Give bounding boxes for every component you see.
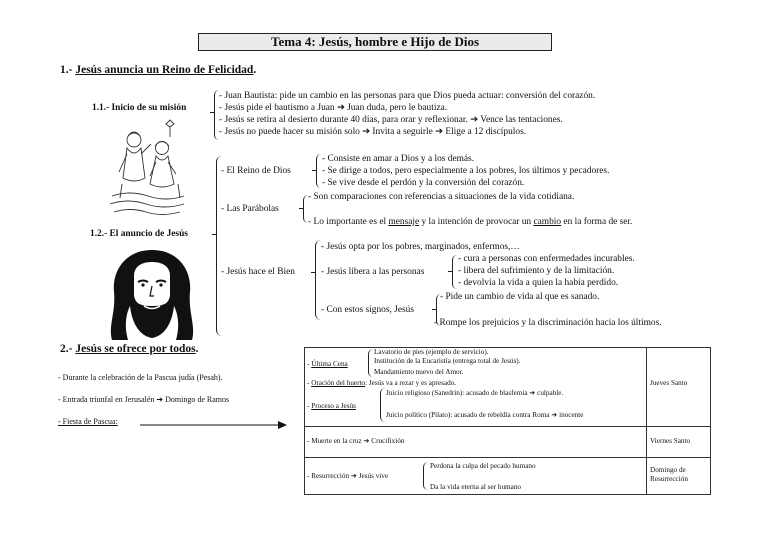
bien-opta: - Jesús opta por los pobres, marginados, enfermos,… (321, 242, 520, 252)
proceso-text: Proceso a Jesús (311, 402, 356, 410)
libera-line-2: - libera del sufrimiento y de la limitación. (458, 266, 615, 276)
signos-line-1: - Pide un cambio de vida al que es sanado. (440, 292, 600, 302)
signos-line-2: - Rompe los prejuicios y la discriminación hacia los últimos. (434, 318, 662, 328)
reino-line-2: - Se dirige a todos, pero especialmente a los pobres, los últimos y pecadores. (322, 166, 610, 176)
parabolas-mensaje: mensaje (388, 217, 420, 227)
reino-label: - El Reino de Dios (221, 166, 291, 176)
bien-brace-tip (311, 272, 315, 273)
resurreccion-item-2: Da la vida eterna al ser humano (430, 483, 522, 491)
libera-line-1: - cura a personas con enfermedades incurables. (458, 254, 635, 264)
libera-line-3: - devolvía la vida a quien la había perdido. (458, 278, 619, 288)
oracion-rest: : Jesús va a rezar y es apresado. (365, 379, 457, 387)
proceso-prefix: - (307, 402, 312, 410)
sub1-line-4: - Jesús no puede hacer su misión solo ➔ Invita a seguirle ➔ Elige a 12 discípulos. (219, 127, 527, 137)
section1-heading-suffix: . (253, 64, 257, 76)
proceso-brace (380, 388, 385, 422)
parabolas-brace-tip (299, 208, 303, 209)
ultima-item-3: Mandamiento nuevo del Amor. (374, 368, 464, 376)
parabolas-cambio: cambio (533, 217, 562, 227)
sub1-label: 1.1.- Inicio de su misión (92, 103, 187, 113)
reino-brace-tip (312, 170, 316, 171)
bien-label: - Jesús hace el Bien (221, 267, 295, 277)
oracion-prefix: - (307, 379, 312, 387)
right-arrow-icon (140, 420, 290, 430)
ultima-cena (307, 360, 348, 369)
signos-label: - Con estos signos, Jesús (321, 305, 414, 315)
section2-number: 2.- (60, 343, 73, 355)
reino-line-3: - Se vive desde el perdón y la conversión del corazón. (322, 178, 525, 188)
table-column-divider (646, 347, 647, 495)
sub2-label: 1.2.- El anuncio de Jesús (90, 229, 188, 239)
resurreccion-item-1: Perdona la culpa del pecado humano (430, 462, 536, 470)
table-row-divider-1 (304, 426, 711, 427)
sub1-line-1: - Juan Bautista: pide un cambio en las personas para que Dios pueda actuar: conversión del corazón. (219, 91, 596, 101)
ultima-text: Última Cena (311, 360, 348, 368)
sub1-line-3: - Jesús se retira al desierto durante 40 días, para orar y reflexionar. ➔ Vence las tentaciones. (219, 115, 563, 125)
jueves-santo: Jueves Santo (650, 379, 688, 387)
fiesta-text: - Fiesta de Pascua: (58, 417, 118, 426)
fiesta-label (58, 417, 118, 427)
parabolas-line-2-a: - Lo importante es el (308, 217, 389, 227)
muerte-cruz: - Muerte en la cruz ➔ Crucifixión (307, 437, 405, 445)
section2-heading-suffix: . (195, 343, 199, 355)
reino-brace (316, 154, 321, 188)
parabolas-line-2-c: y la intención de provocar un (419, 217, 534, 227)
resurreccion-brace (423, 462, 428, 490)
ultima-item-2: Institución de la Eucaristía (entrega total de Jesús). (374, 357, 521, 365)
jesus-face-illustration (104, 246, 200, 342)
libera-brace (452, 255, 457, 289)
section2-heading (60, 343, 199, 355)
oracion-huerto (307, 379, 456, 388)
ultima-item-1: Lavatorio de pies (ejemplo de servicio). (374, 348, 489, 356)
juicio-politico: Juicio político (Pilato): acusado de rebeldía contra Roma ➔ inocente (386, 411, 584, 419)
libera-brace-tip (448, 271, 452, 272)
section1-number: 1.- (60, 64, 73, 76)
resurreccion: - Resurrección ➔ Jesús vive (307, 472, 389, 480)
section1-heading-text: Jesús anuncia un Reino de Felicidad (75, 64, 254, 76)
parabolas-line-2 (308, 216, 632, 228)
viernes-santo: Viernes Santo (650, 437, 691, 445)
sub2-brace (216, 156, 222, 336)
section2-line-1: - Durante la celebración de la Pascua judía (Pesah). (58, 373, 223, 382)
juicio-religioso: Juicio religioso (Sanedrín): acusado de blasfemia ➔ culpable. (386, 389, 564, 397)
sub1-line-2: - Jesús pide el bautismo a Juan ➔ Juan duda, pero le bautiza. (219, 103, 448, 113)
signos-brace-tip (432, 309, 436, 310)
ultima-prefix: - (307, 360, 312, 368)
parabolas-line-2-e: en la forma de ser. (561, 217, 633, 227)
section2-line-2: - Entrada triunfal en Jerusalén ➔ Domingo de Ramos (58, 395, 230, 404)
table-row-divider-2 (304, 457, 711, 458)
page-title: Tema 4: Jesús, hombre e Hijo de Dios (198, 33, 552, 51)
parabolas-line-1: - Son comparaciones con referencias a situaciones de la vida cotidiana. (308, 192, 575, 202)
section2-heading-text: Jesús se ofrece por todos (75, 343, 196, 355)
oracion-text: Oración del huerto (311, 379, 366, 387)
reino-line-1: - Consiste en amar a Dios y a los demás. (322, 154, 475, 164)
proceso-jesus (307, 402, 356, 411)
domingo-resurreccion: Domingo de Resurrección (650, 466, 688, 483)
sub1-brace-tip (210, 112, 214, 113)
libera-label: - Jesús libera a las personas (321, 267, 425, 277)
parabolas-label: - Las Parábolas (221, 204, 279, 214)
section1-heading (60, 64, 256, 76)
baptism-illustration (108, 118, 188, 218)
ultima-brace (368, 349, 373, 377)
sub2-brace-tip (212, 234, 216, 235)
